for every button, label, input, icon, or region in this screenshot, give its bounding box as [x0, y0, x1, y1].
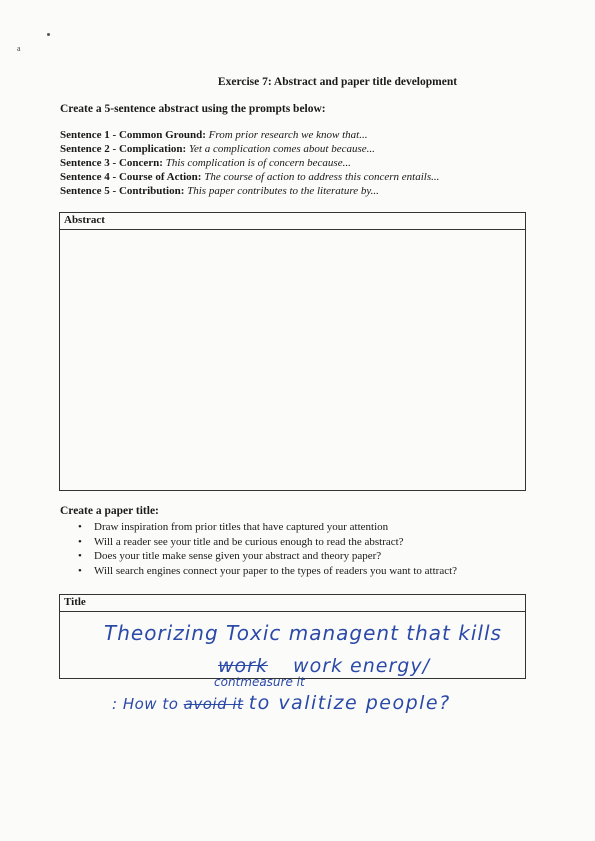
sentence-prompt-2	[60, 142, 439, 156]
list-item: • Draw inspiration from prior titles that have captured your attention	[78, 520, 457, 535]
exercise-title: Exercise 7: Abstract and paper title development	[217, 76, 458, 88]
handwritten-subtitle	[112, 692, 451, 714]
sentence-label: Sentence 1 - Common Ground:	[60, 129, 206, 141]
abstract-label: Abstract	[60, 213, 525, 230]
handwritten-text: : How to	[112, 695, 179, 713]
list-item: • Will search engines connect your paper to the types of readers you want to attract?	[78, 564, 457, 579]
handwritten-title-line-1: Theorizing Toxic managent that kills	[104, 621, 502, 645]
handwritten-text: to valitize people?	[248, 692, 451, 714]
sentence-label: Sentence 4 - Course of Action:	[60, 171, 202, 183]
paper-title-heading: Create a paper title:	[60, 505, 159, 517]
handwritten-title-line-2	[218, 655, 430, 677]
sentence-label: Sentence 5 - Contribution:	[60, 185, 185, 197]
abstract-box[interactable]	[59, 212, 526, 491]
sentence-prompt: The course of action to address this concern entails...	[204, 171, 440, 183]
sentence-prompt: From prior research we know that...	[208, 129, 368, 141]
sentence-prompt-5	[60, 184, 439, 198]
paper-title-tips	[78, 520, 457, 578]
sentence-prompt-4	[60, 170, 439, 184]
struck-word: work	[218, 655, 268, 677]
sentence-prompt: Yet a complication comes about because...	[188, 143, 375, 155]
struck-word: avoid it	[183, 695, 244, 713]
handwritten-text: work energy/	[293, 655, 430, 677]
sentence-label: Sentence 3 - Concern:	[60, 157, 163, 169]
sentence-prompt: This complication is of concern because...	[165, 157, 351, 169]
margin-mark: a	[17, 44, 21, 53]
sentence-prompts	[60, 128, 439, 198]
title-label: Title	[60, 595, 525, 612]
speck	[47, 33, 50, 36]
instruction-text: Create a 5-sentence abstract using the prompts below:	[60, 103, 326, 115]
sentence-prompt-3	[60, 156, 439, 170]
list-item: • Does your title make sense given your abstract and theory paper?	[78, 549, 457, 564]
list-item: • Will a reader see your title and be curious enough to read the abstract?	[78, 535, 457, 550]
handwritten-insertion: contmeasure it	[214, 675, 305, 689]
sentence-label: Sentence 2 - Complication:	[60, 143, 187, 155]
sentence-prompt: This paper contributes to the literature by...	[187, 185, 379, 197]
sentence-prompt-1	[60, 128, 439, 142]
